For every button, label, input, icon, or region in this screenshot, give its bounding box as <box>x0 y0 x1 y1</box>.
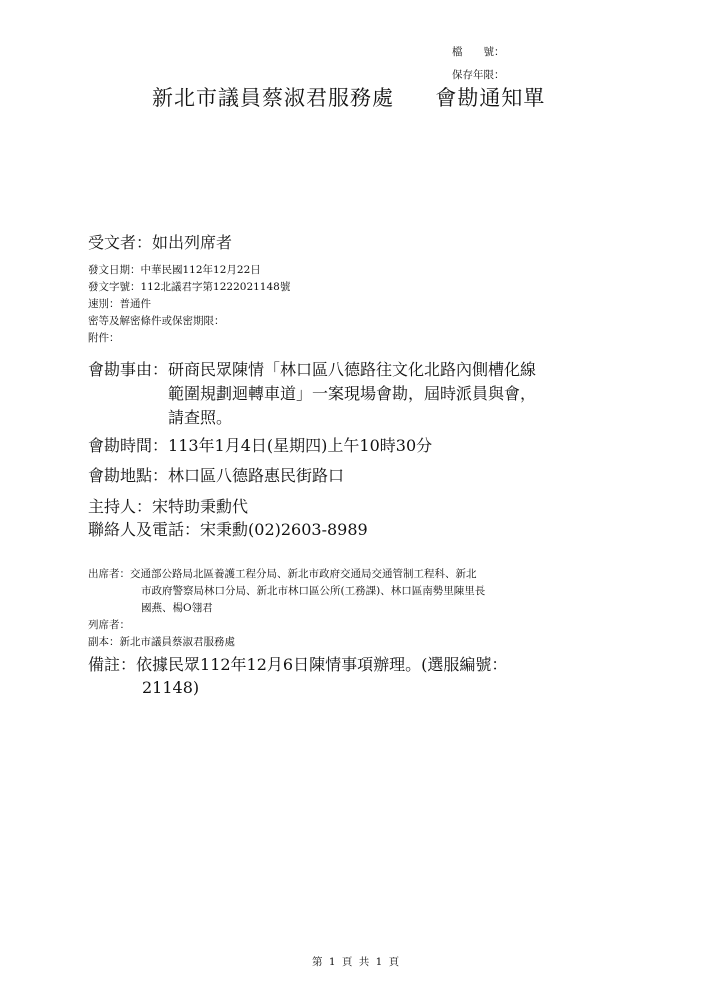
current-page: 1 <box>328 956 336 968</box>
inspection-reason-line-1: 會勘事由：研商民眾陳情「林口區八德路往文化北路內側槽化線 <box>88 360 537 379</box>
speed-label: 速別： <box>88 298 120 310</box>
inspection-place-value: 林口區八德路惠民街路口 <box>168 466 345 485</box>
speed-value: 普通件 <box>119 298 151 310</box>
attachment-line <box>88 330 120 345</box>
recipient-label: 受文者： <box>88 233 153 252</box>
inspection-place-line <box>88 463 344 486</box>
document-number-line <box>88 279 290 294</box>
host-label: 主持人： <box>88 497 153 516</box>
issue-date-line <box>88 262 261 277</box>
inspection-time-line <box>88 433 432 456</box>
observers-label: 列席者： <box>88 619 130 631</box>
inspection-reason <box>88 358 536 430</box>
inspection-reason-line-2: 範圍規劃迴轉車道」一案現場會勘，屆時派員與會， <box>168 384 537 403</box>
retention-period-label: 保存年限： <box>452 69 505 81</box>
host-value: 宋特助秉勳代 <box>152 497 249 516</box>
secrecy-label: 密等及解密條件或保密期限： <box>88 315 225 327</box>
issue-date-value: 中華民國112年12月22日 <box>140 264 261 276</box>
host-line <box>88 494 248 517</box>
attendees-block <box>88 566 485 617</box>
inspection-reason-line-3: 請查照。 <box>168 408 233 427</box>
recipient-line <box>88 230 232 253</box>
attendees-line-1: 出席者：交通部公路局北區養護工程分局、新北市政府交通局交通管制工程科、新北 <box>88 568 477 580</box>
note-block <box>88 653 507 699</box>
speed-line <box>88 296 151 311</box>
inspection-time-value: 113年1月4日(星期四)上午10時30分 <box>168 436 433 455</box>
attendees-line-2: 市政府警察局林口分局、新北市林口區公所(工務課)、林口區南勢里陳里長 <box>141 585 486 597</box>
note-line-2: 21148) <box>142 678 200 697</box>
document-title <box>152 82 545 112</box>
document-number-value: 112北議君字第1222021148號 <box>140 281 291 293</box>
inspection-time-label: 會勘時間： <box>88 436 169 455</box>
inspection-place-label: 會勘地點： <box>88 466 169 485</box>
contact-value: 宋秉勳(02)2603-8989 <box>200 520 368 539</box>
organization-name: 新北市議員蔡淑君服務處 <box>152 86 394 110</box>
contact-label: 聯絡人及電話： <box>88 520 201 539</box>
copy-line <box>88 634 235 649</box>
attendees-label: 出席者： <box>88 568 130 580</box>
total-pages: 1 <box>375 956 383 968</box>
inspection-reason-label: 會勘事由： <box>88 360 169 379</box>
document-type: 會勘通知單 <box>435 86 546 110</box>
issue-date-label: 發文日期： <box>88 264 141 276</box>
attendees-line-3: 國燕、楊O翎君 <box>141 602 213 614</box>
file-number-label: 檔 號： <box>452 46 505 58</box>
recipient-value: 如出列席者 <box>152 233 233 252</box>
copy-label: 副本： <box>88 636 120 648</box>
secrecy-line <box>88 313 225 328</box>
note-line-1: 備註：依據民眾112年12月6日陳情事項辦理。(選服編號： <box>88 655 508 674</box>
page-number: 第 1 頁 共 1 頁 <box>312 956 400 968</box>
document-number-label: 發文字號： <box>88 281 141 293</box>
note-label: 備註： <box>88 655 137 674</box>
copy-value: 新北市議員蔡淑君服務處 <box>119 636 235 648</box>
attachment-label: 附件： <box>88 332 120 344</box>
observers-line <box>88 617 130 632</box>
contact-line <box>88 517 368 540</box>
